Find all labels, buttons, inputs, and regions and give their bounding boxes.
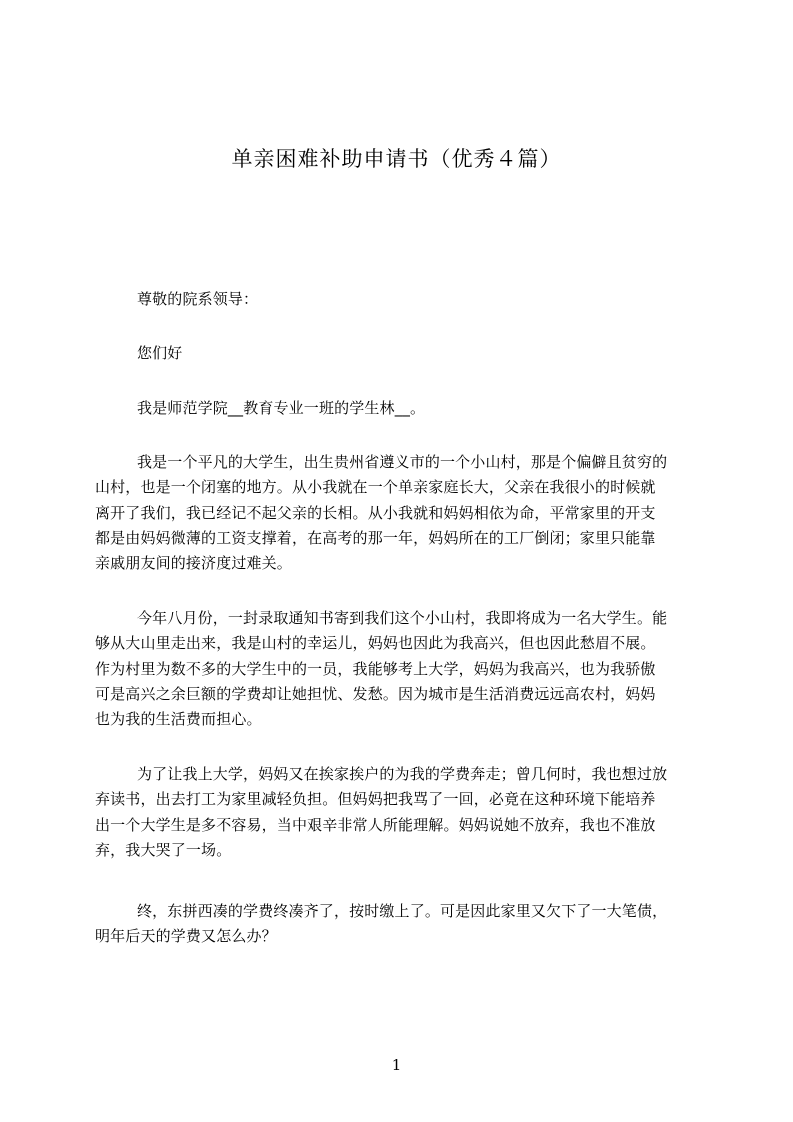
paragraph-line: 都是由妈妈微薄的工资支撑着，在高考的那一年，妈妈所在的工厂倒闭；家里只能靠 [95, 528, 656, 547]
paragraph-line: 也为我的生活费而担心。 [95, 710, 262, 729]
paragraph-line: 终，东拼西凑的学费终凑齐了，按时缴上了。可是因此家里又欠下了一大笔债， [137, 902, 668, 920]
greeting-text: 您们好 [137, 344, 183, 362]
page-number: 1 [391, 1056, 402, 1074]
paragraph-line: 山村，也是一个闭塞的地方。从小我就在一个单亲家庭长大，父亲在我很小的时候就 [95, 478, 656, 497]
intro-text: 我是师范学院__教育专业一班的学生林__。 [137, 399, 426, 417]
salutation [95, 287, 705, 312]
body-paragraph-2 [95, 606, 705, 732]
paragraph-line: 弃读书，出去打工为家里减轻负担。但妈妈把我骂了一回，必竟在这种环境下能培养 [95, 790, 656, 809]
document-title: 单亲困难补助申请书（优秀４篇） [231, 147, 562, 171]
paragraph-line: 为了让我上大学，妈妈又在挨家挨户的为我的学费奔走；曾几何时，我也想过放 [137, 765, 668, 783]
paragraph-line: 作为村里为数不多的大学生中的一员，我能够考上大学，妈妈为我高兴，也为我骄傲 [95, 659, 656, 678]
paragraph-line: 离开了我们，我已经记不起父亲的长相。从小我就和妈妈相依为命，平常家里的开支 [95, 503, 656, 522]
paragraph-line: 可是高兴之余巨额的学费却让她担忧、发愁。因为城市是生活消费远远高农村，妈妈 [95, 684, 656, 703]
intro-paragraph [95, 396, 705, 421]
body-paragraph-4 [95, 899, 705, 950]
body-paragraph-1 [95, 450, 705, 576]
paragraph-line: 明年后天的学费又怎么办？ [95, 927, 277, 946]
salutation-text: 尊敬的院系领导： [137, 290, 259, 308]
body-paragraph-3 [95, 762, 705, 863]
greeting [95, 341, 705, 366]
paragraph-line: 今年八月份，一封录取通知书寄到我们这个小山村，我即将成为一名大学生。能 [137, 609, 668, 627]
paragraph-line: 够从大山里走出来，我是山村的幸运儿，妈妈也因此为我高兴，但也因此愁眉不展。 [95, 634, 656, 653]
paragraph-line: 弃，我大哭了一场。 [95, 840, 232, 859]
paragraph-line: 亲戚朋友间的接济度过难关。 [95, 554, 292, 573]
paragraph-line: 我是一个平凡的大学生，出生贵州省遵义市的一个小山村，那是个偏僻且贫穷的 [137, 453, 668, 471]
paragraph-line: 出一个大学生是多不容易，当中艰辛非常人所能理解。妈妈说她不放弃，我也不准放 [95, 815, 656, 834]
